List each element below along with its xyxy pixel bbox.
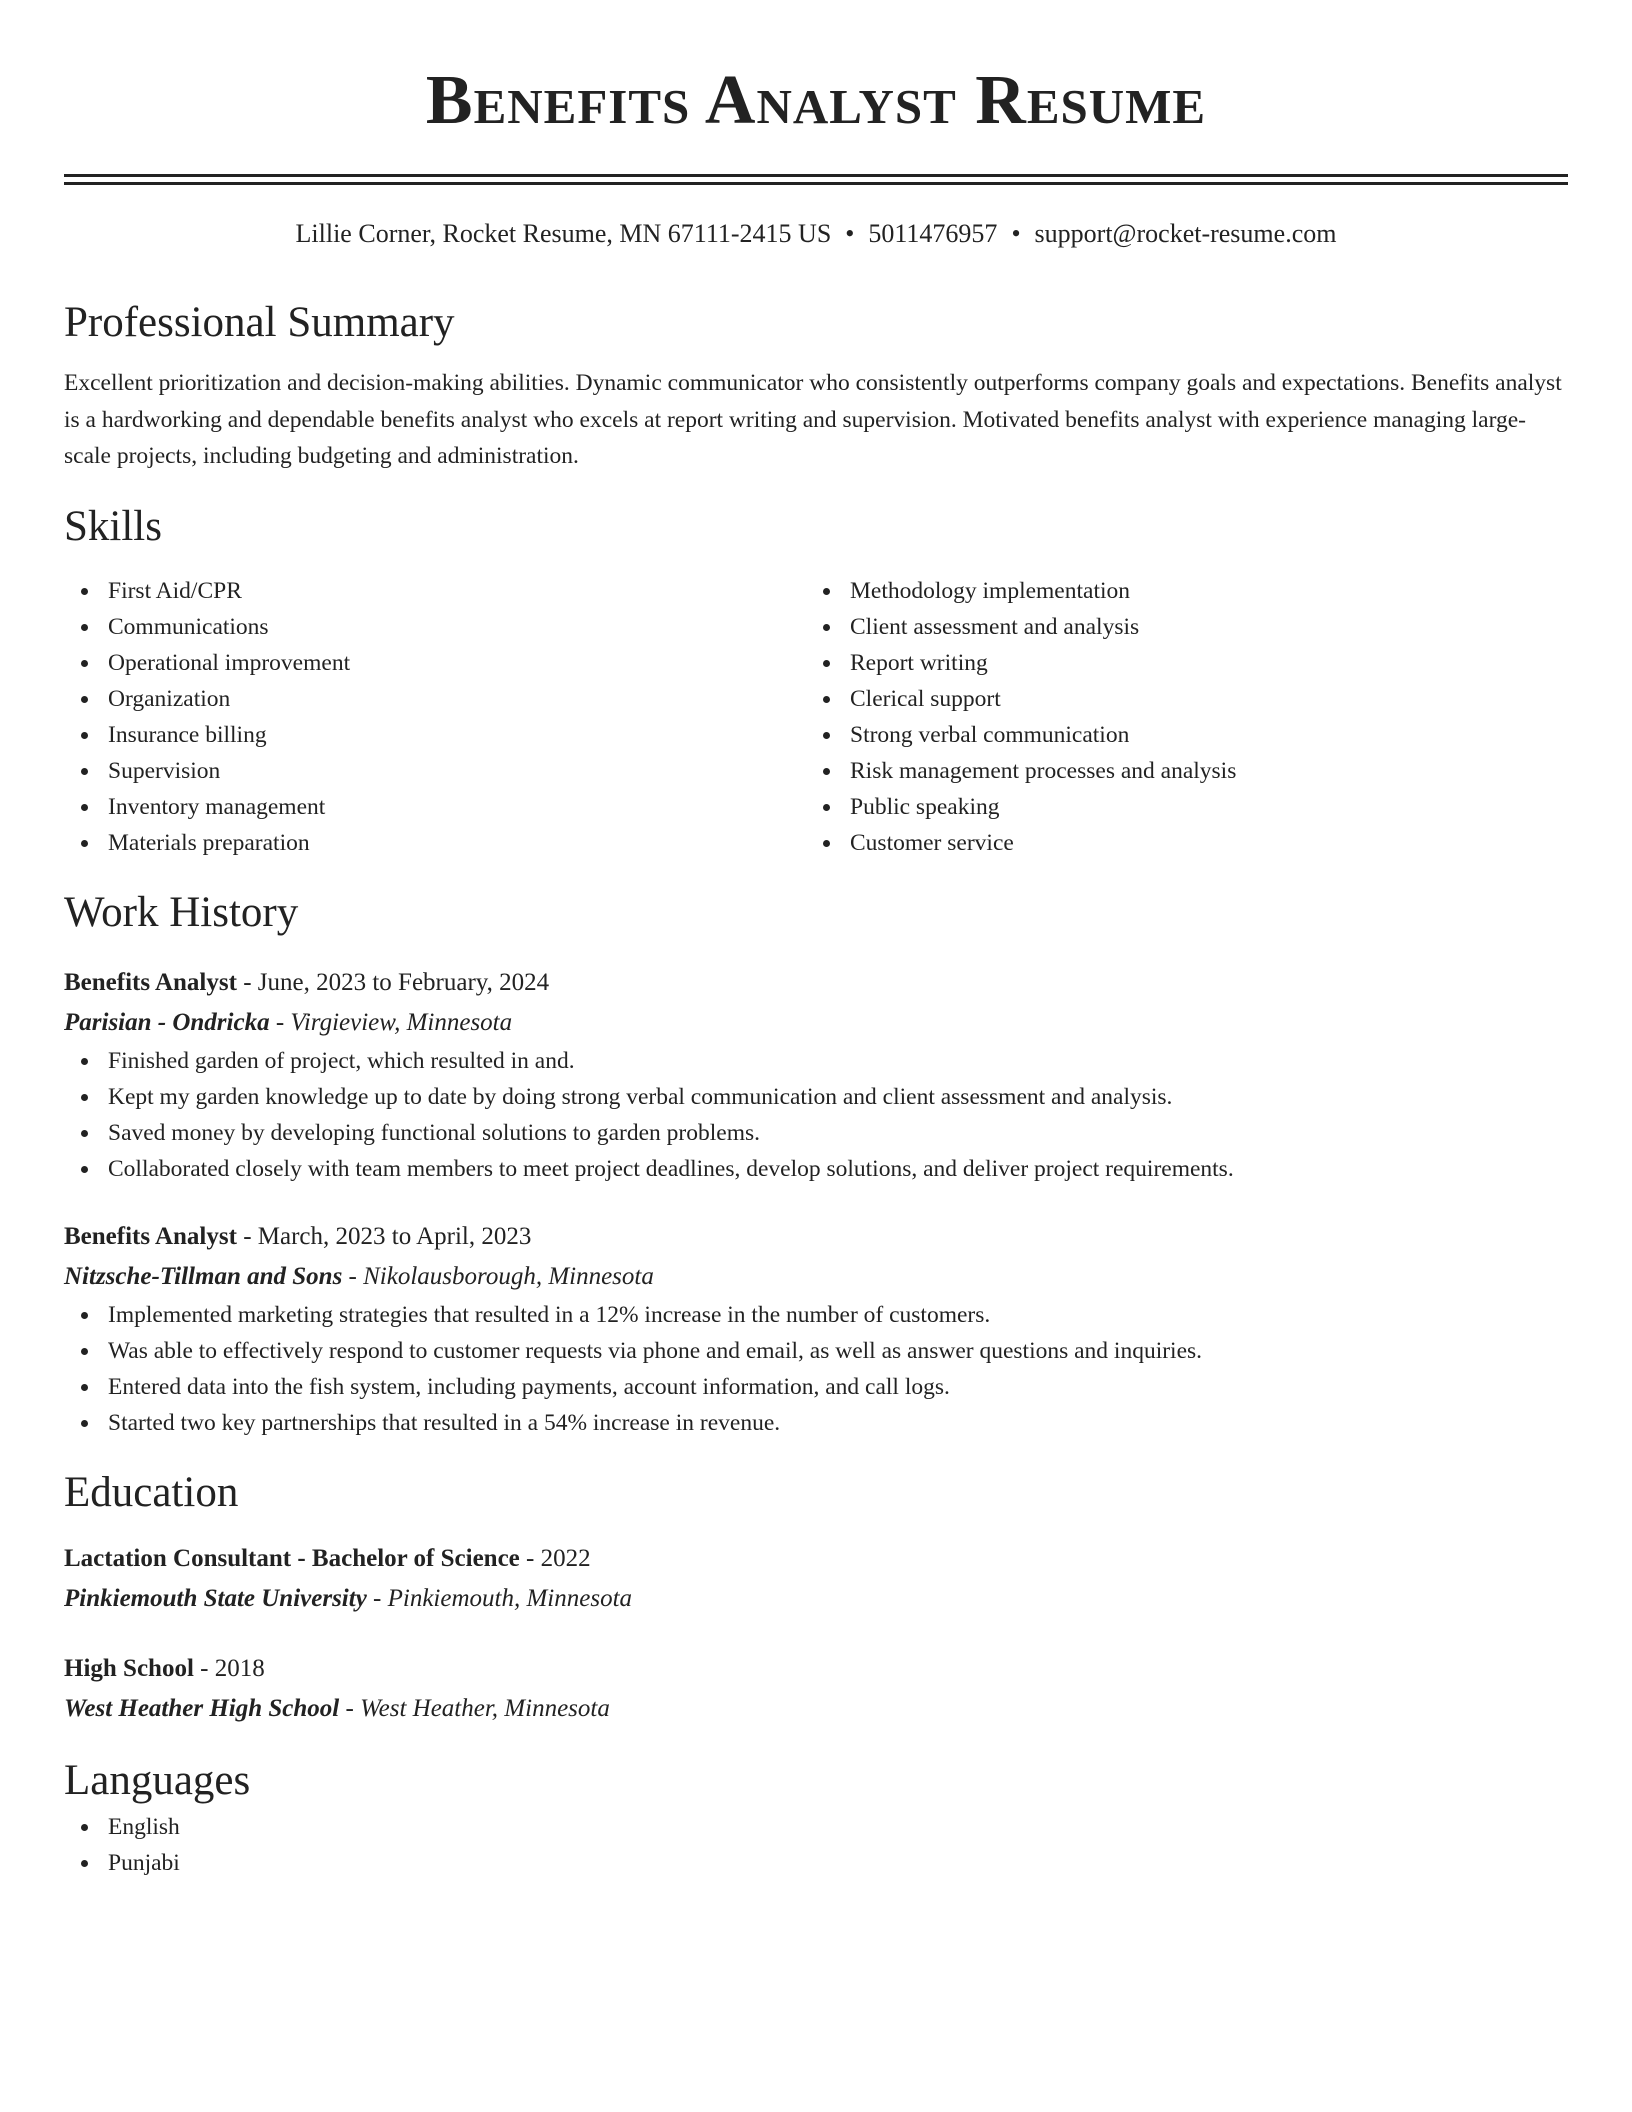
skill-item: Public speaking <box>806 789 1548 825</box>
job-duty: Kept my garden knowledge up to date by doing strong verbal communication and client assessment and analysis. <box>64 1079 1568 1115</box>
job-duties-list <box>64 1297 1568 1441</box>
job-title-line <box>64 1217 1568 1257</box>
language-item: English <box>64 1809 1568 1845</box>
degree-line <box>64 1649 1568 1689</box>
skills-list-right <box>806 573 1548 861</box>
skill-item: Organization <box>64 681 806 717</box>
education-entry-1 <box>64 1539 1568 1619</box>
job-title: Benefits Analyst <box>64 968 237 996</box>
skill-item: Clerical support <box>806 681 1548 717</box>
skill-item: Client assessment and analysis <box>806 609 1548 645</box>
job-entry-2 <box>64 1217 1568 1441</box>
school-location: - Pinkiemouth, Minnesota <box>366 1584 633 1612</box>
languages-list <box>64 1809 1568 1881</box>
job-duty: Was able to effectively respond to customer requests via phone and email, as well as answer questions and inquiries. <box>64 1333 1568 1369</box>
languages-heading: Languages <box>64 1756 251 1804</box>
skill-item: Strong verbal communication <box>806 717 1548 753</box>
school-line <box>64 1579 1568 1619</box>
school-name: Pinkiemouth State University <box>64 1584 367 1612</box>
degree: High School <box>64 1654 194 1682</box>
company-line <box>64 1257 1568 1297</box>
skill-item: Methodology implementation <box>806 573 1548 609</box>
school-location: - West Heather, Minnesota <box>339 1694 610 1722</box>
job-duties-list <box>64 1043 1568 1187</box>
skill-item: Materials preparation <box>64 825 806 861</box>
company-location: - Virgieview, Minnesota <box>269 1008 513 1036</box>
skills-columns <box>64 573 1568 861</box>
skill-item: First Aid/CPR <box>64 573 806 609</box>
school-name: West Heather High School <box>64 1694 340 1722</box>
school-line <box>64 1689 1568 1729</box>
work-history-heading: Work History <box>64 888 299 936</box>
contact-phone: 5011476957 <box>868 219 998 248</box>
skill-item: Supervision <box>64 753 806 789</box>
company-line <box>64 1003 1568 1043</box>
company-location: - Nikolausborough, Minnesota <box>342 1262 654 1290</box>
degree: Lactation Consultant - Bachelor of Science <box>64 1544 520 1572</box>
contact-address: Lillie Corner, Rocket Resume, MN 67111-2415 US <box>295 219 832 248</box>
job-duty: Entered data into the fish system, including payments, account information, and call logs. <box>64 1369 1568 1405</box>
skill-item: Report writing <box>806 645 1548 681</box>
job-title-line <box>64 963 1568 1003</box>
skill-item: Communications <box>64 609 806 645</box>
job-title: Benefits Analyst <box>64 1222 237 1250</box>
skill-item: Operational improvement <box>64 645 806 681</box>
company-name: Nitzsche-Tillman and Sons <box>64 1262 343 1290</box>
graduation-year: - 2022 <box>519 1544 591 1572</box>
contact-email: support@rocket-resume.com <box>1034 219 1337 248</box>
contact-separator: • <box>845 219 855 248</box>
job-duty: Implemented marketing strategies that resulted in a 12% increase in the number of customers. <box>64 1297 1568 1333</box>
resume-title: Benefits Analyst Resume <box>425 62 1207 139</box>
job-dates: - March, 2023 to April, 2023 <box>236 1222 532 1250</box>
summary-text: Excellent prioritization and decision-making abilities. Dynamic communicator who consistently outperforms company goals and expectations. Benefits analyst is a hardworking and dependable benefits analyst who excels at report writing and supervision. Motivated benefits analyst with experience managing large-scale projects, including budgeting and administration. <box>64 370 1562 469</box>
job-duty: Finished garden of project, which resulted in and. <box>64 1043 1568 1079</box>
degree-line <box>64 1539 1568 1579</box>
job-dates: - June, 2023 to February, 2024 <box>236 968 550 996</box>
title-double-rule <box>64 174 1568 185</box>
education-heading: Education <box>64 1468 239 1516</box>
skill-item: Inventory management <box>64 789 806 825</box>
skills-heading: Skills <box>64 502 162 550</box>
skill-item: Risk management processes and analysis <box>806 753 1548 789</box>
contact-line <box>64 217 1568 251</box>
graduation-year: - 2018 <box>193 1654 265 1682</box>
skill-item: Customer service <box>806 825 1548 861</box>
language-item: Punjabi <box>64 1845 1568 1881</box>
education-entry-2 <box>64 1649 1568 1729</box>
skills-list-left <box>64 573 806 861</box>
job-entry-1 <box>64 963 1568 1187</box>
job-duty: Started two key partnerships that resulted in a 54% increase in revenue. <box>64 1405 1568 1441</box>
contact-separator: • <box>1011 219 1021 248</box>
company-name: Parisian - Ondricka <box>64 1008 270 1036</box>
summary-heading: Professional Summary <box>64 299 455 346</box>
skill-item: Insurance billing <box>64 717 806 753</box>
job-duty: Collaborated closely with team members to meet project deadlines, develop solutions, and deliver project requirements. <box>64 1151 1568 1187</box>
job-duty: Saved money by developing functional solutions to garden problems. <box>64 1115 1568 1151</box>
